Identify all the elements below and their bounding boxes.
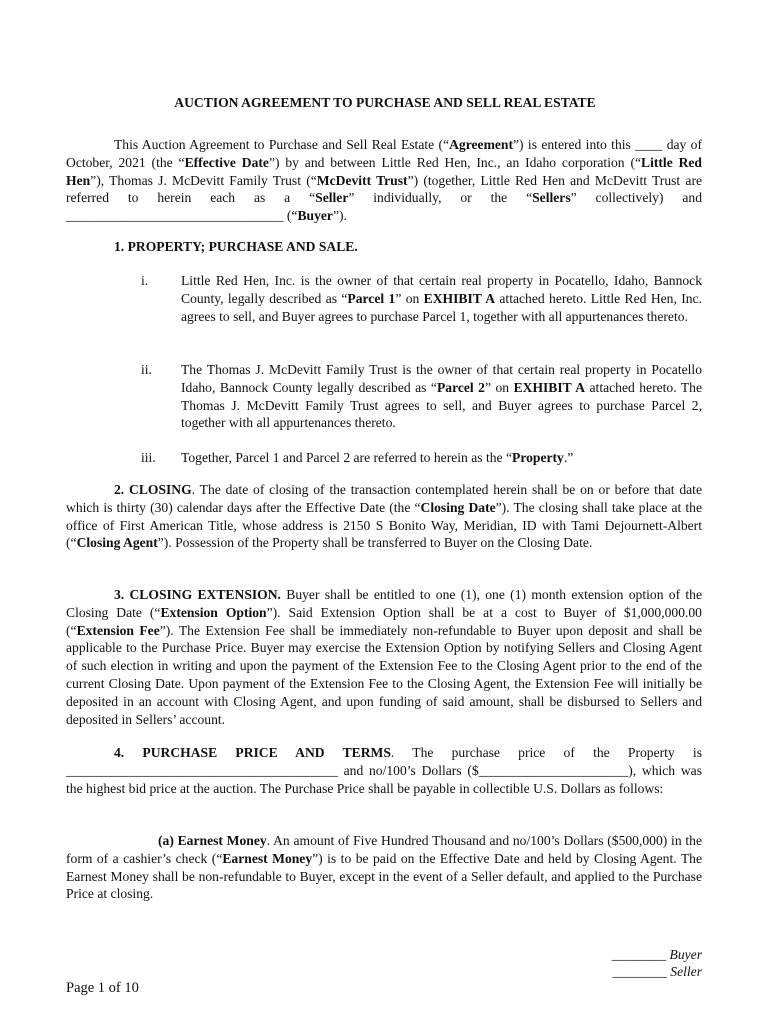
- section-1-title: 1. PROPERTY: [114, 239, 201, 254]
- section-4-heading: 4. PURCHASE PRICE AND TERMS: [114, 745, 391, 760]
- intro-text: This Auction Agreement to Purchase and Sell Real Estate (“: [114, 137, 450, 152]
- term-sellers: Sellers: [532, 190, 571, 206]
- section-text: . An amount of Five Hundred Thousand and no/100’s Dollars ($500,000) in the form of a cashier’s check (“: [66, 833, 702, 866]
- section-1-end: .: [354, 239, 358, 254]
- section-text: ”). The closing shall take place at the office of First American Title, whose address is 2150 S Bonito Way, Meridian, ID with Tami Dejournett-Albert (“: [66, 499, 702, 551]
- list-item-text: [181, 449, 702, 467]
- section-3-heading: 3. CLOSING EXTENSION.: [114, 587, 281, 602]
- earnest-money-heading: (a) Earnest Money: [158, 833, 267, 848]
- term-little-red-hen: Little Red Hen: [66, 154, 702, 188]
- term-extension-option: Extension Option: [160, 604, 267, 620]
- term-parcel-1: Parcel 1: [347, 290, 396, 306]
- section-text: Buyer shall be entitled to one (1), one (1) month extension option of the Closing Date (“: [66, 587, 703, 620]
- term-earnest-money: Earnest Money: [222, 850, 313, 866]
- document-title: AUCTION AGREEMENT TO PURCHASE AND SELL REAL ESTATE: [174, 95, 596, 110]
- item-text: attached hereto. Little Red Hen, Inc. agrees to sell, and Buyer agrees to purchase Parcel 1, together with all appurtenances thereto.: [181, 290, 702, 324]
- section-3-paragraph: [66, 586, 702, 728]
- section-text: . The date of closing of the transaction contemplated herein shall be on or before that date which is thirty (30) calendar days after the Effective Date (the “: [66, 482, 702, 515]
- intro-text: ”).: [332, 208, 347, 224]
- intro-text: ”), Thomas J. McDevitt Family Trust (“: [90, 172, 317, 188]
- item-text: Little Red Hen, Inc. is the owner of that certain real property in Pocatello, Idaho, Bannock County, legally described as “: [181, 273, 702, 306]
- intro-text: ” collectively) and ________________________________ (“: [66, 190, 702, 224]
- page-number: Page 1 of 10: [66, 980, 139, 996]
- term-buyer: Buyer: [297, 208, 333, 224]
- intro-paragraph: [66, 136, 702, 225]
- section-text: ”). The Extension Fee shall be immediately non-refundable to Buyer upon deposit and shall be applicable to the Purchase Price. Buyer may exercise the Extension Option by notifying Sellers and Closing Agent of such election in writing and upon the payment of the Extension Fee to the Closing Agent prior to the end of the current Closing Date. Upon payment of the Extension Fee to the Closing Agent, the Extension Fee will initially be deposited in an account with Closing Agent, and upon funding of said amount, shall be disbursed to Sellers and deposited in Sellers’ account.: [66, 622, 702, 727]
- item-text: ” on: [484, 379, 514, 395]
- section-4-paragraph: [66, 744, 702, 797]
- list-item-number: ii.: [141, 362, 152, 377]
- term-exhibit-a: EXHIBIT A: [513, 379, 586, 395]
- term-closing-agent: Closing Agent: [76, 535, 158, 551]
- list-item-text: [181, 272, 702, 325]
- buyer-initials-line[interactable]: ________ Buyer: [611, 947, 702, 962]
- item-text: ” on: [395, 290, 424, 306]
- section-1-heading: [114, 238, 358, 256]
- item-text: .”: [563, 450, 574, 465]
- intro-text: ”) (together, Little Red Hen and McDevitt Trust are referred to herein each as a “: [66, 172, 702, 206]
- intro-text: ” individually, or the “: [348, 190, 533, 206]
- term-extension-fee: Extension Fee: [76, 622, 160, 638]
- seller-initials-line[interactable]: ________ Seller: [612, 964, 702, 979]
- section-1-sep: ;: [200, 239, 209, 254]
- list-item-number: iii.: [141, 450, 156, 465]
- term-exhibit-a: EXHIBIT A: [423, 290, 496, 306]
- item-text: attached hereto. The Thomas J. McDevitt Family Trust agrees to sell, and Buyer agrees to purchase Parcel 2, together with all appurtenances thereto.: [181, 379, 702, 431]
- section-text: ”). Said Extension Option shall be at a cost to Buyer of $1,000,000.00 (“: [66, 604, 702, 638]
- term-parcel-2: Parcel 2: [436, 379, 485, 395]
- section-text: ”). Possession of the Property shall be transferred to Buyer on the Closing Date.: [157, 535, 593, 551]
- list-item-number: i.: [141, 273, 149, 288]
- term-mcdevitt-trust: McDevitt Trust: [316, 172, 408, 188]
- intro-text: ”) by and between Little Red Hen, Inc., an Idaho corporation (“: [268, 154, 642, 170]
- earnest-money-paragraph: [66, 832, 702, 903]
- list-item-text: [181, 361, 702, 432]
- term-property: Property: [512, 450, 564, 465]
- item-text: The Thomas J. McDevitt Family Trust is the owner of that certain real property in Pocatello Idaho, Bannock County legally described as “: [181, 362, 702, 395]
- section-text: ”) is to be paid on the Effective Date and held by Closing Agent. The Earnest Money shall be non-refundable to Buyer, except in the event of a Seller default, and applied to the Purchase Price at closing.: [66, 850, 702, 902]
- section-2-heading: 2. CLOSING: [114, 482, 192, 497]
- term-effective-date: Effective Date: [184, 154, 269, 170]
- term-closing-date: Closing Date: [420, 499, 496, 515]
- section-2-paragraph: [66, 481, 702, 552]
- item-text: Together, Parcel 1 and Parcel 2 are referred to herein as the “: [181, 450, 513, 465]
- intro-text: ”) is entered into this ____ day of October, 2021 (the “: [66, 137, 703, 170]
- section-1-title-2: PURCHASE AND SALE: [208, 239, 355, 254]
- term-seller: Seller: [315, 190, 349, 206]
- section-text: . The purchase price of the Property is ________________________________________ and no/100’s Dollars ($______________________), which was the highest bid price at the auction. The Purchase Price shall be payable in collectible U.S. Dollars as follows:: [66, 745, 702, 796]
- term-agreement: Agreement: [449, 137, 514, 152]
